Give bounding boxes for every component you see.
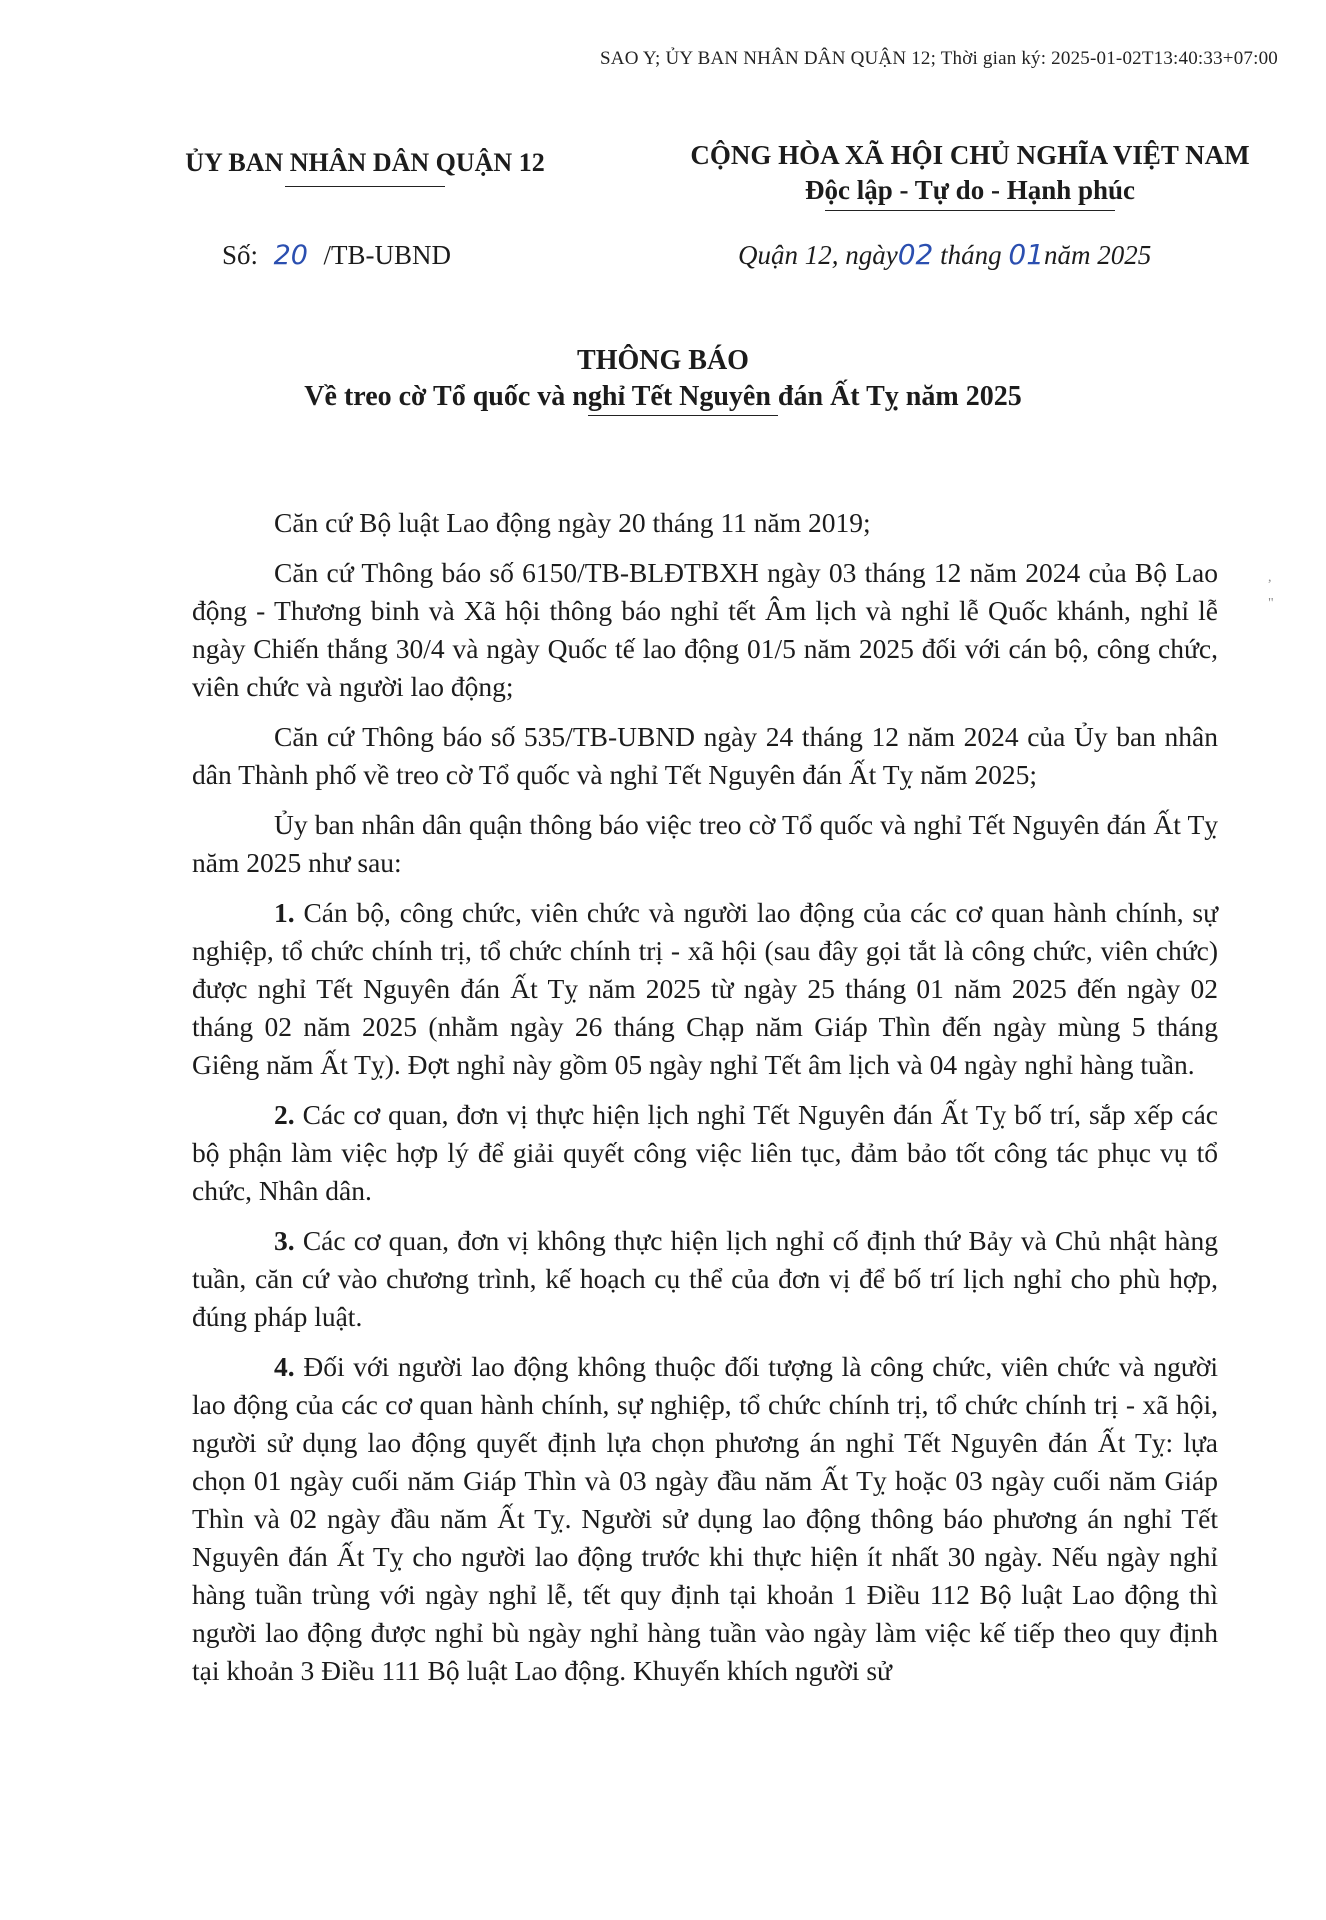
paragraph-legal-basis-3: Căn cứ Thông báo số 535/TB-UBND ngày 24 tháng 12 năm 2024 của Ủy ban nhân dân Thành phố về treo cờ Tổ quốc và nghỉ Tết Nguyên đán Ất Tỵ năm 2025; bbox=[192, 721, 1218, 790]
date-month-handwritten: 01 bbox=[1008, 238, 1045, 271]
document-number bbox=[222, 240, 451, 271]
document-subject: Về treo cờ Tổ quốc và nghỉ Tết Nguyên đán Ất Tỵ năm 2025 bbox=[304, 381, 1022, 412]
document-title-block bbox=[0, 345, 1326, 416]
nation-name: CỘNG HÒA XÃ HỘI CHỦ NGHĨA VIỆT NAM bbox=[690, 140, 1250, 170]
national-header bbox=[640, 140, 1300, 211]
digital-signature-stamp: SAO Y; ỦY BAN NHÂN DÂN QUẬN 12; Thời gian ký: 2025-01-02T13:40:33+07:00 bbox=[600, 48, 1278, 69]
motto-underline bbox=[825, 210, 1115, 211]
issuing-organization: ỦY BAN NHÂN DÂN QUẬN 12 bbox=[185, 148, 545, 177]
month-label: tháng bbox=[940, 240, 1002, 270]
paragraph-announcement-intro: Ủy ban nhân dân quận thông báo việc treo cờ Tổ quốc và nghỉ Tết Nguyên đán Ất Tỵ năm 2025 như sau: bbox=[192, 809, 1218, 878]
national-motto: Độc lập - Tự do - Hạnh phúc bbox=[804, 175, 1136, 205]
scan-margin-mark: , bbox=[1268, 570, 1272, 585]
paragraph-legal-basis-1: Căn cứ Bộ luật Lao động ngày 20 tháng 11 năm 2019; bbox=[274, 507, 871, 538]
paragraph-legal-basis-2: Căn cứ Thông báo số 6150/TB-BLĐTBXH ngày 03 tháng 12 năm 2024 của Bộ Lao động - Thương binh và Xã hội thông báo nghỉ tết Âm lịch và nghỉ lễ Quốc khánh, nghỉ lễ ngày Chiến thắng 30/4 và ngày Quốc tế lao động 01/5 năm 2025 đối với cán bộ, công chức, viên chức và người lao động; bbox=[192, 557, 1218, 702]
document-number-suffix: /TB-UBND bbox=[323, 240, 452, 270]
document-body bbox=[192, 504, 1218, 1702]
paragraph-item-2: 2. Các cơ quan, đơn vị thực hiện lịch nghỉ Tết Nguyên đán Ất Tỵ bố trí, sắp xếp các bộ phận làm việc hợp lý để giải quyết công việc liên tục, đảm bảo tốt công tác phục vụ tổ chức, Nhân dân. bbox=[192, 1099, 1218, 1206]
document-type-title: THÔNG BÁO bbox=[577, 345, 749, 376]
title-underline bbox=[588, 415, 778, 416]
place-label: Quận 12, ngày bbox=[738, 240, 898, 270]
paragraph-item-1: 1. Cán bộ, công chức, viên chức và người lao động của các cơ quan hành chính, sự nghiệp, tổ chức chính trị, tổ chức chính trị - xã hội (sau đây gọi tắt là công chức, viên chức) được nghỉ Tết Nguyên đán Ất Tỵ năm 2025 từ ngày 25 tháng 01 năm 2025 đến ngày 02 tháng 02 năm 2025 (nhằm ngày 26 tháng Chạp năm Giáp Thìn đến ngày mùng 5 tháng Giêng năm Ất Tỵ). Đợt nghỉ này gồm 05 ngày nghỉ Tết âm lịch và 04 ngày nghỉ hàng tuần. bbox=[192, 897, 1219, 1080]
date-year: 2025 bbox=[1097, 240, 1152, 270]
place-and-date bbox=[738, 238, 1151, 271]
document-number-prefix: Số: bbox=[222, 240, 259, 270]
organization-underline bbox=[285, 186, 445, 187]
paragraph-item-3: 3. Các cơ quan, đơn vị không thực hiện lịch nghỉ cố định thứ Bảy và Chủ nhật hàng tuần, căn cứ vào chương trình, kế hoạch cụ thể của đơn vị để bố trí lịch nghỉ cho phù hợp, đúng pháp luật. bbox=[192, 1225, 1218, 1332]
issuing-authority-header bbox=[150, 148, 580, 187]
scan-margin-mark: " bbox=[1268, 596, 1274, 611]
paragraph-item-4: 4. Đối với người lao động không thuộc đối tượng là công chức, viên chức và người lao động của các cơ quan hành chính, sự nghiệp, tổ chức chính trị, tổ chức chính trị - xã hội, người sử dụng lao động quyết định lựa chọn phương án nghỉ Tết Nguyên đán Ất Tỵ: lựa chọn 01 ngày cuối năm Giáp Thìn và 03 ngày đầu năm Ất Tỵ hoặc 03 ngày cuối năm Giáp Thìn và 02 ngày đầu năm Ất Tỵ. Người sử dụng lao động thông báo phương án nghỉ Tết Nguyên đán Ất Tỵ cho người lao động trước khi thực hiện ít nhất 30 ngày. Nếu ngày nghỉ hàng tuần trùng với ngày nghỉ lễ, tết quy định tại khoản 1 Điều 112 Bộ luật Lao động thì người lao động được nghỉ bù ngày nghỉ hàng tuần vào ngày làm việc kế tiếp theo quy định tại khoản 3 Điều 111 Bộ luật Lao động. Khuyến khích người sử bbox=[192, 1351, 1218, 1686]
document-number-handwritten: 20 bbox=[273, 240, 308, 271]
date-day-handwritten: 02 bbox=[897, 238, 934, 271]
year-label: năm bbox=[1044, 240, 1091, 270]
